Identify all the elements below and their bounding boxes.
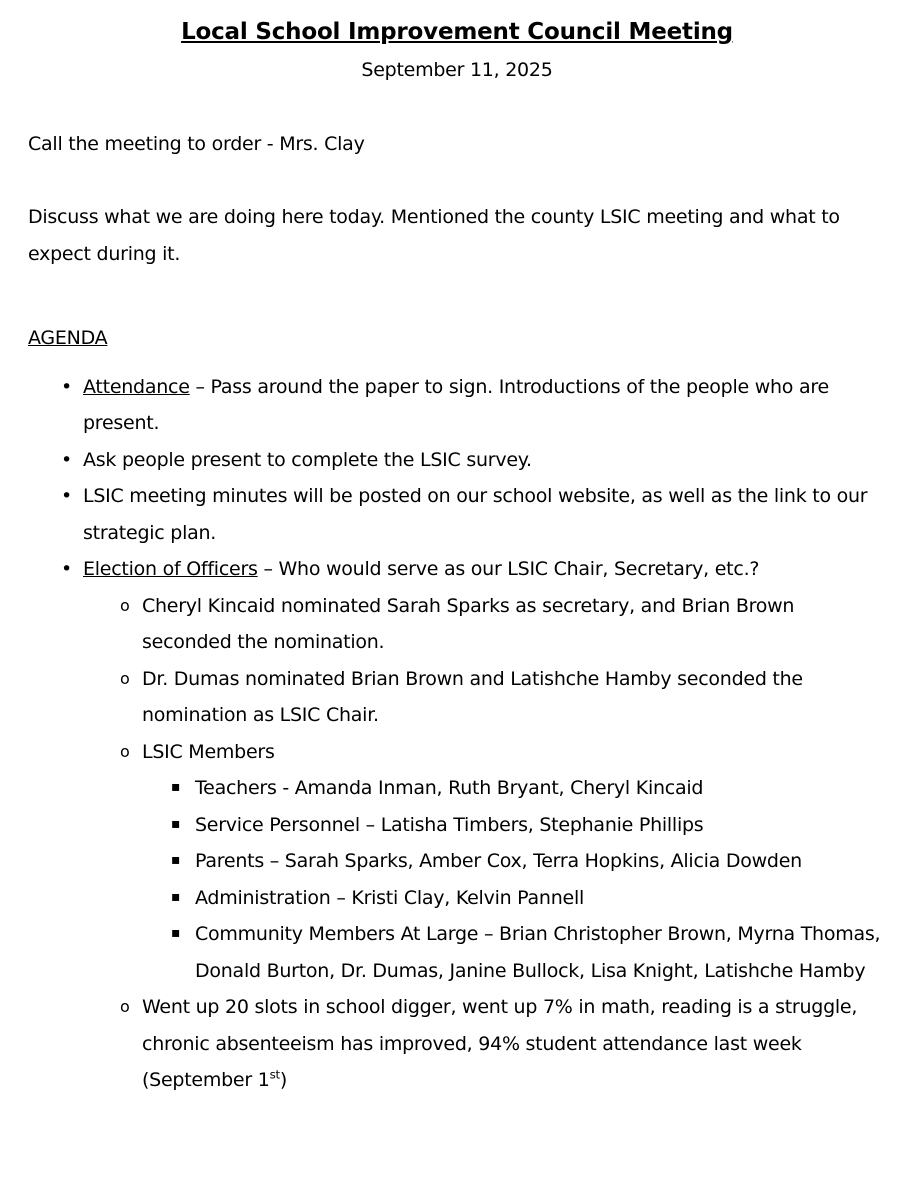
- ordinal-superscript: st: [269, 1067, 280, 1082]
- sub-item-chair-nomination: [83, 661, 886, 734]
- agenda-item-survey-text: Ask people present to complete the LSIC survey.: [83, 448, 532, 471]
- member-group-administration: [142, 880, 886, 917]
- document-title: Local School Improvement Council Meeting: [181, 19, 733, 45]
- member-group-community: [142, 916, 886, 989]
- agenda-item-election-lead: Election of Officers: [83, 558, 258, 580]
- sub-item-secretary-nomination-text: Cheryl Kincaid nominated Sarah Sparks as secretary, and Brian Brown seconded the nomination.: [142, 594, 795, 653]
- member-group-parents-text: Parents – Sarah Sparks, Amber Cox, Terra Hopkins, Alicia Dowden: [195, 850, 802, 872]
- sub-item-school-performance-text-end: ): [279, 1069, 287, 1091]
- member-group-parents: [142, 843, 886, 880]
- agenda-item-attendance-text: – Pass around the paper to sign. Introductions of the people who are present.: [83, 375, 829, 434]
- agenda-item-minutes: [28, 478, 886, 551]
- agenda-item-attendance-lead: Attendance: [83, 375, 190, 398]
- member-group-service-personnel: [142, 807, 886, 844]
- election-sublist: [83, 588, 886, 1099]
- member-group-service-personnel-text: Service Personnel – Latisha Timbers, Stephanie Phillips: [195, 813, 704, 836]
- member-group-teachers: [142, 770, 886, 807]
- sub-item-school-performance: [83, 989, 886, 1099]
- agenda-item-survey: [28, 442, 886, 479]
- paragraph-call-to-order: Call the meeting to order - Mrs. Clay: [28, 132, 365, 155]
- sub-item-school-performance-text: Went up 20 slots in school digger, went up 7% in math, reading is a struggle, chronic absenteeism has improved, 94% student attendance last week (September 1: [142, 996, 858, 1091]
- agenda-item-attendance: [28, 369, 886, 442]
- agenda-heading: AGENDA: [28, 327, 108, 349]
- members-sublist: [142, 770, 886, 989]
- document-date: September 11, 2025: [361, 59, 553, 81]
- sub-item-lsic-members: [83, 734, 886, 990]
- paragraph-discussion: Discuss what we are doing here today. Mentioned the county LSIC meeting and what to expect during it.: [28, 206, 840, 265]
- member-group-administration-text: Administration – Kristi Clay, Kelvin Pannell: [195, 886, 585, 909]
- member-group-teachers-text: Teachers - Amanda Inman, Ruth Bryant, Cheryl Kincaid: [195, 777, 704, 799]
- agenda-item-election-text: – Who would serve as our LSIC Chair, Secretary, etc.?: [257, 558, 760, 580]
- sub-item-chair-nomination-text: Dr. Dumas nominated Brian Brown and Latishche Hamby seconded the nomination as LSIC Chair.: [142, 667, 803, 726]
- sub-item-lsic-members-text: LSIC Members: [142, 740, 275, 763]
- agenda-item-minutes-text: LSIC meeting minutes will be posted on our school website, as well as the link to our strategic plan.: [83, 485, 868, 544]
- agenda-item-election: [28, 551, 886, 1099]
- sub-item-secretary-nomination: [83, 588, 886, 661]
- member-group-community-text: Community Members At Large – Brian Christopher Brown, Myrna Thomas, Donald Burton, Dr. Dumas, Janine Bullock, Lisa Knight, Latishche Hamby: [195, 923, 881, 982]
- agenda-list: [28, 369, 886, 1099]
